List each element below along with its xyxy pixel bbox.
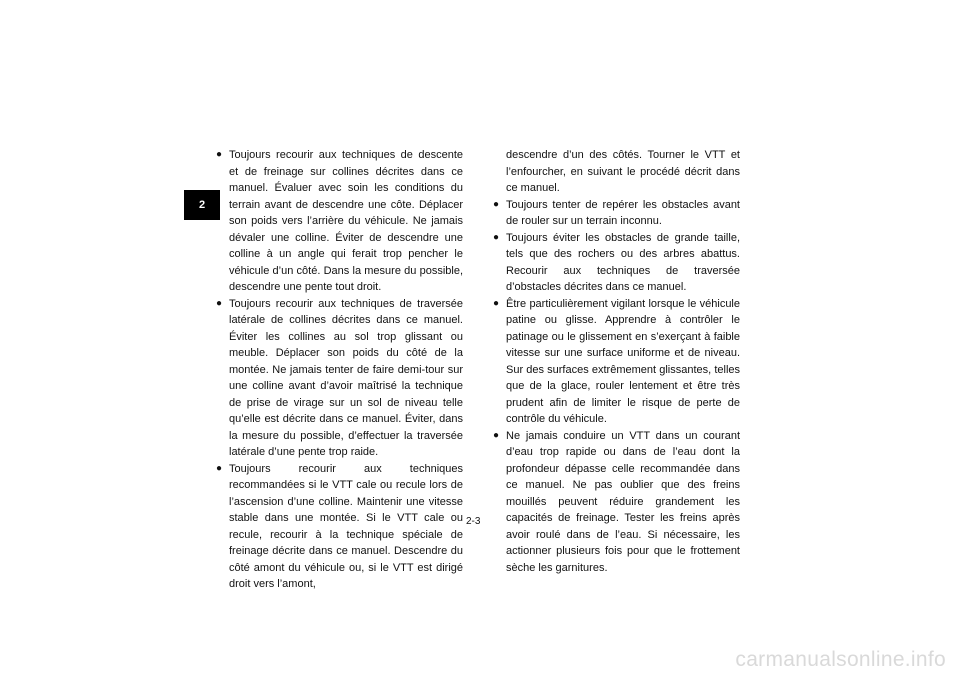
list-item — [493, 296, 740, 428]
list-item — [216, 147, 463, 296]
bullet-icon: ● — [493, 231, 500, 243]
bullet-icon: ● — [216, 297, 223, 309]
bullet-icon: ● — [493, 429, 500, 441]
list-item — [493, 428, 740, 577]
watermark: carmanualsonline.info — [735, 648, 946, 671]
list-item-text: Toujours recourir aux techniques recommandées si le VTT cale ou recule lors de l’ascension d’une colline. Maintenir une vitesse stable dans une montée. Si le VTT cale ou recule, recourir à la technique spéciale de freinage décrite dans ce manuel. Descendre du côté amont du véhicule ou, si le VTT est dirigé droit vers l’amont, — [229, 462, 463, 590]
bullet-icon: ● — [493, 297, 500, 309]
bullet-icon: ● — [216, 462, 223, 474]
list-item-text: Toujours tenter de repérer les obstacles avant de rouler sur un terrain inconnu. — [506, 198, 740, 227]
page-number: 2-3 — [466, 516, 481, 527]
left-column — [216, 147, 463, 593]
continued-text: descendre d’un des côtés. Tourner le VTT et l’enfourcher, en suivant le procédé décrit dans ce manuel. — [506, 149, 740, 194]
list-item-text: Toujours recourir aux techniques de descente et de freinage sur collines décrites dans ce manuel. Évaluer avec soin les conditions du terrain avant de descendre une côte. Déplacer son poids vers l’arrière du véhicule. Ne jamais dévaler une colline. Éviter de descendre une colline à un angle qui ferait trop pencher le véhicule d’un côté. Dans la mesure du possible, descendre une pente tout droit. — [229, 149, 463, 293]
chapter-tab — [184, 190, 220, 220]
list-item — [216, 461, 463, 593]
list-item — [493, 230, 740, 296]
list-item-text: Ne jamais conduire un VTT dans un courant d’eau trop rapide ou dans de l’eau dont la profondeur dépasse celle recommandée dans ce manuel. Ne pas oublier que des freins mouillés peuvent réduire grandement les capacités de freinage. Tester les freins après avoir roulé dans de l’eau. Si nécessaire, les actionner plusieurs fois pour que le frottement sèche les garnitures. — [506, 429, 740, 574]
list-item-text: Toujours recourir aux techniques de traversée latérale de collines décrites dans ce manuel. Éviter les collines au sol trop glissant ou meuble. Déplacer son poids du côté de la montée. Ne jamais tenter de faire demi-tour sur une colline avant d’avoir maîtrisé la technique de prise de virage sur un sol de niveau telle qu’elle est décrite dans ce manuel. Éviter, dans la mesure du possible, d’effectuer la traversée latérale d’une pente trop raide. — [229, 297, 463, 458]
bullet-icon: ● — [493, 198, 500, 210]
list-item-text: Être particulièrement vigilant lorsque le véhicule patine ou glisse. Apprendre à contrôler le patinage ou le glissement en s’exerçant à faible vitesse sur une surface uniforme et de niveau. Sur des surfaces extrêmement glissantes, telles que de la glace, rouler lentement et être très prudent afin de limiter le risque de perte de contrôle du véhicule. — [506, 297, 740, 425]
list-item-text: Toujours éviter les obstacles de grande taille, tels que des rochers ou des arbres abattus. Recourir aux techniques de traversée d’obstacles décrites dans ce manuel. — [506, 231, 740, 293]
chapter-number: 2 — [198, 199, 206, 211]
list-item — [493, 197, 740, 230]
list-item — [216, 296, 463, 461]
right-column — [493, 147, 740, 576]
bullet-icon: ● — [216, 149, 223, 160]
